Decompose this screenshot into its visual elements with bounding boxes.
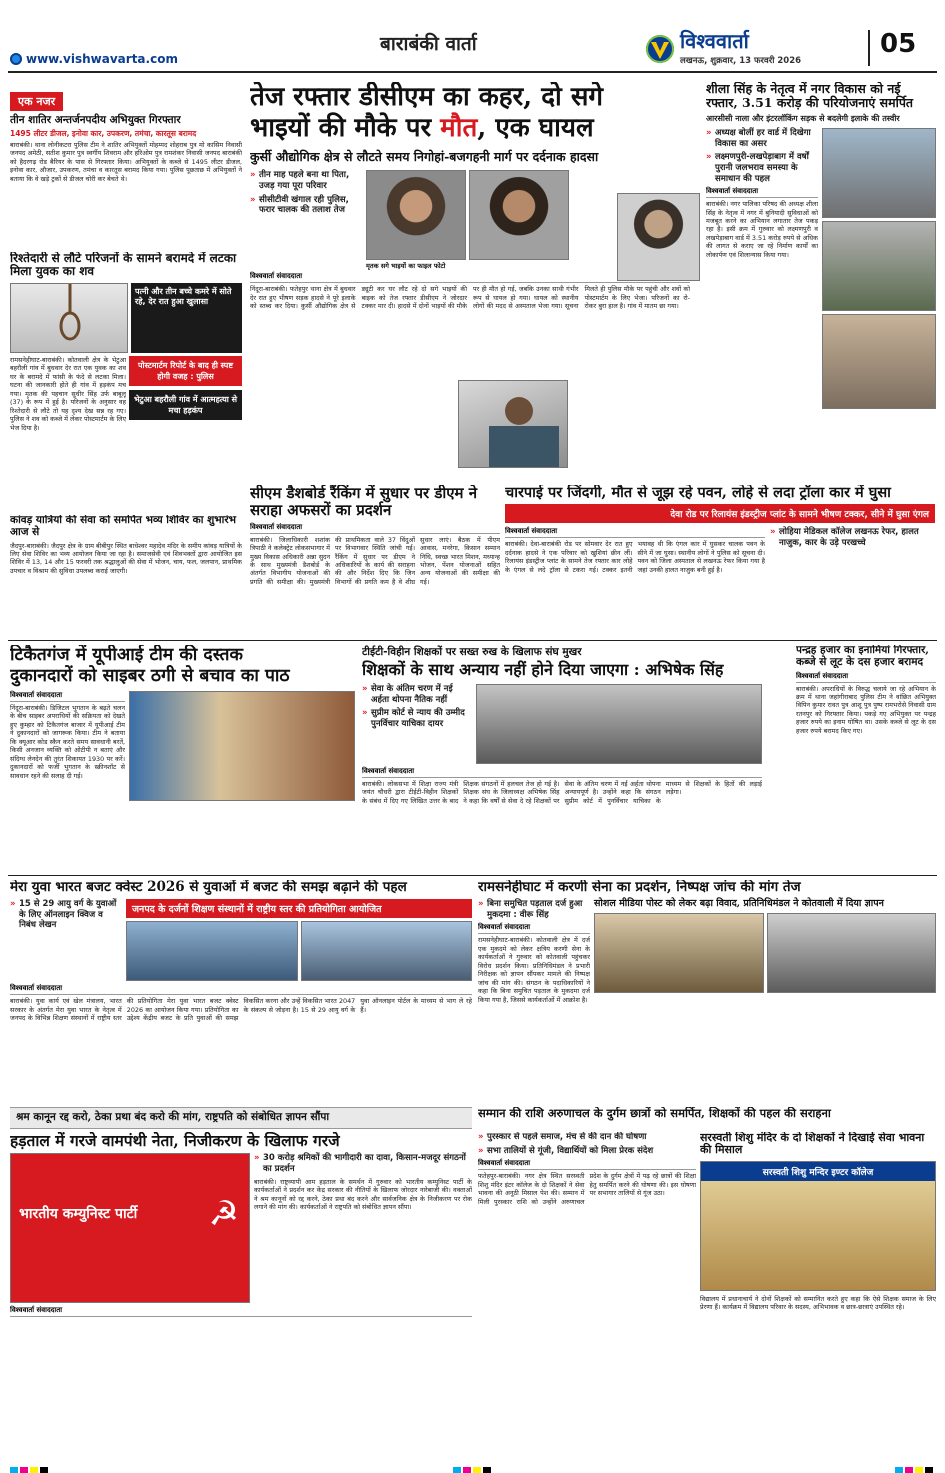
main-byline: विश्ववार्ता संवाददाता xyxy=(250,272,690,283)
tikait-byline: विश्ववार्ता संवाददाता xyxy=(10,691,125,702)
budget-photo-1 xyxy=(126,921,298,981)
registration-colorbar xyxy=(10,1460,935,1470)
registration-marks-mid xyxy=(453,1460,493,1470)
cyan-swatch xyxy=(895,1467,903,1473)
registration-marks-right xyxy=(895,1460,935,1470)
section-divider xyxy=(8,640,937,641)
arunachal-bullet-2: » सभा तालियों से गूंजी, विद्यार्थियों को मिला प्रेरक संदेश xyxy=(478,1146,696,1157)
tikait-body: निंदूरा-बाराबंकी। डिजिटल भुगतान के बढ़ते चलन के बीच साइबर अपराधियों की सक्रियता को देखते हुए कुम्हार को टिकैतगंज बाजार में यूपीआई टीम ने दुकानदारों को जागरूक किया। टीम ने बताया कि क्यूआर कोड स्कैन करते समय सावधानी बरतें, किसी अनजान व्यक्ति को ओटीपी न बताएं और संदिग्ध लेनदेन की तुरंत शिकायत 1930 पर करें। दुकानदारों को फर्जी भुगतान के स्क्रीनशॉट से सावधान रहने की सलाह दी गई। xyxy=(10,704,125,780)
arrest-byline: विश्ववार्ता संवाददाता xyxy=(796,672,936,683)
main-bullets xyxy=(250,170,360,270)
karni-headline: रामसनेहीघाट में करणी सेना का प्रदर्शन, निष्पक्ष जांच की मांग तेज xyxy=(478,880,801,895)
teachers-photo xyxy=(476,684,762,764)
saraswati-body: विद्यालय में प्रधानाचार्य ने दोनों शिक्षकों को सम्मानित करते हुए कहा कि ऐसे शिक्षक समाज के लिए प्रेरणा हैं। कार्यक्रम में विद्यालय परिवार के सदस्य, अभिभावक व छात्र-छात्राएं उपस्थित रहे। xyxy=(700,1294,936,1312)
main-headline-red: मौत xyxy=(440,113,478,144)
tikait-headline-1: टिकैतगंज में यूपीआई टीम की दस्तक xyxy=(10,645,243,665)
brother-photo-1 xyxy=(366,170,466,260)
charpai-headline: चारपाई पर जिंदगी, मौत से जूझ रहे पवन, लोहे से लदा ट्रॉला कार में घुसा xyxy=(505,485,891,501)
budget-banner: जनपद के दर्जनों शिक्षण संस्थानों में राष्ट्रीय स्तर की प्रतियोगिता आयोजित xyxy=(126,899,472,918)
main-headline-part2: भाइयों की मौके पर xyxy=(250,113,441,144)
dm-byline: विश्ववार्ता संवाददाता xyxy=(250,523,500,534)
karni-photo-1 xyxy=(594,913,764,993)
arunachal-headline: सम्मान की राशि अरुणाचल के दुर्गम छात्रों को समर्पित, शिक्षकों की पहल की सराहना xyxy=(478,1107,831,1120)
dm-story xyxy=(250,485,500,645)
arunachal-bullet-1: » पुरस्कार से पहले समाज, मंच से की दान की घोषणा xyxy=(478,1132,696,1143)
dateline: लखनऊ, शुक्रवार, 13 फरवरी 2026 xyxy=(680,56,802,66)
budget-byline: विश्ववार्ता संवाददाता xyxy=(10,984,472,995)
yellow-swatch xyxy=(915,1467,923,1473)
globe-icon xyxy=(10,53,22,65)
hanging-callout-2: भेटुआ बहरौली गांव में आत्महत्या से मचा हड़कंप xyxy=(129,390,242,420)
sheela-story xyxy=(706,82,936,487)
sheela-byline: विश्ववार्ता संवाददाता xyxy=(706,187,818,198)
shop-photo xyxy=(129,691,355,801)
vishwavarta-logo-icon xyxy=(645,34,675,64)
main-bullet-1: » तीन माह पहले बना था पिता, उजड़ गया पूरा परिवार xyxy=(250,170,360,191)
page-number: 05 xyxy=(880,29,917,59)
hanging-body: रामसनेहीघाट-बाराबंकी। कोतवाली क्षेत्र के भेटुआ बहरौली गांव में बुधवार देर रात एक युवक का शव घर के बरामदे में फांसी के फंदे से लटका मिला। घटना की जानकारी होते ही गांव में हड़कंप मच गया। मृतक की पहचान सुधीर सिंह उर्फ बाबूलू (37) के रूप में हुई है। परिजनों के अनुसार वह रिश्तेदारी से लौटे तो यह दृश्य देख सन्न रह गए। पुलिस ने शव को कब्जे में लेकर पोस्टमार्टम के लिए भेज दिया है। xyxy=(10,355,126,432)
website-link[interactable]: www.vishwavarta.com xyxy=(10,52,178,66)
hanging-side-text: पत्नी और तीन बच्चे कमरे में सोते रहे, देर रात हुआ खुलासा xyxy=(131,283,242,353)
budget-bullet-1: » 15 से 29 आयु वर्ग के युवाओं के लिए ऑनलाइन क्विज व निबंध लेखन xyxy=(10,899,122,931)
magenta-swatch xyxy=(905,1467,913,1473)
labour-headline: हड़ताल में गरजे वामपंथी नेता, निजीकरण के खिलाफ गरजे xyxy=(10,1132,340,1150)
paper-logo xyxy=(645,34,675,64)
labour-byline: विश्ववार्ता संवाददाता xyxy=(10,1306,472,1317)
main-bullet-2: » सीसीटीवी खंगाल रही पुलिस, फरार चालक की तलाश तेज xyxy=(250,195,360,216)
main-headline-part3: , एक घायल xyxy=(477,113,594,144)
karni-byline: विश्ववार्ता संवाददाता xyxy=(478,923,590,934)
photo-caption: मृतक सगे भाइयों का फाइल फोटो xyxy=(366,262,446,271)
tet-byline: विश्ववार्ता संवाददाता xyxy=(362,767,762,778)
cpi-rally-photo xyxy=(10,1153,250,1303)
hanging-callout-1: पोस्टमार्टम रिपोर्ट के बाद ही स्पष्ट होगी वजह : पुलिस xyxy=(129,356,242,386)
tet-story xyxy=(362,645,762,875)
black-swatch xyxy=(483,1467,491,1473)
cyan-swatch xyxy=(10,1467,18,1473)
noose-image xyxy=(10,283,128,353)
labour-body-a: बाराबंकी। राष्ट्रव्यापी आम हड़ताल के समर्थन में गुरुवार को भारतीय कम्युनिस्ट पार्टी के कार्यकर्ताओं ने प्रदर्शन कर केंद्र सरकार की नीतियों के खिलाफ जोरदार नारेबाजी की। वक्ताओं ने श्रम कानूनों को रद्द करने, ठेका प्रथा बंद करने और सार्वजनिक क्षेत्र के निजीकरण पर रोक लगाने की मांग की। कार्यकर्ताओं ने राष्ट्रपति को संबोधित ज्ञापन सौंपा। xyxy=(254,1177,472,1211)
labour-banner: श्रम कानून रद्द करो, ठेका प्रथा बंद करो की मांग, राष्ट्रपति को संबोधित ज्ञापन सौंपा xyxy=(16,1111,330,1123)
registration-marks-left xyxy=(10,1460,50,1470)
sheela-photo-1 xyxy=(822,128,936,218)
tet-body: बाराबंकी। लोकसभा में शिक्षा राज्य मंत्री जयंत चौधरी द्वारा टीईटी-विहीन शिक्षकों के संबंध में दिए गए लिखित उत्तर के बाद शिक्षक संगठनों में हलचल तेज हो गई है। शिक्षक संघ के जिलाध्यक्ष अभिषेक सिंह ने कहा कि वर्षों से सेवा दे रहे शिक्षकों पर सेवा के अंतिम चरण में नई अर्हता थोपना अन्यायपूर्ण है। उन्होंने कहा कि संगठन सुप्रीम कोर्ट में पुनर्विचार याचिका के माध्यम से शिक्षकों के हितों की लड़ाई लड़ेगा। xyxy=(362,779,762,805)
black-swatch xyxy=(40,1467,48,1473)
budget-body: बाराबंकी। युवा कार्य एवं खेल मंत्रालय, भारत सरकार के अंतर्गत मेरा युवा भारत के नेतृत्व में जनपद के विभिन्न शिक्षण संस्थानों में राष्ट्रीय स्तर की प्रतियोगिता मेरा युवा भारत बजट क्वेस्ट 2026 का आयोजन किया गया। प्रतियोगिता का उद्देश्य केंद्रीय बजट के प्रति युवाओं की समझ विकसित करना और उन्हें विकसित भारत 2047 के संकल्प से जोड़ना है। 15 से 29 आयु वर्ग के युवा ऑनलाइन पोर्टल के माध्यम से भाग ले रहे हैं। xyxy=(10,997,472,1023)
tikait-story xyxy=(10,645,355,875)
masthead xyxy=(0,0,945,70)
ek-nazar-headline: तीन शातिर अन्तर्जनपदीय अभियुक्त गिरफ्तार xyxy=(10,114,181,126)
tet-bullet-2: » सुप्रीम कोर्ट से न्याय की उम्मीद पुनर्विचार याचिका दायर xyxy=(362,708,472,729)
karni-photo-2 xyxy=(767,913,937,993)
labour-story xyxy=(10,1132,472,1450)
victim-small-photo xyxy=(617,193,700,281)
charpai-story xyxy=(505,485,935,645)
black-swatch xyxy=(925,1467,933,1473)
arunachal-bullets xyxy=(478,1132,696,1156)
budget-photo-2 xyxy=(301,921,473,981)
hammer-sickle-icon: ☭ xyxy=(208,1194,239,1235)
injured-photo xyxy=(458,380,568,468)
charpai-byline: विश्ववार्ता संवाददाता xyxy=(505,527,765,538)
dm-body: बाराबंकी। जिलाधिकारी शशांक त्रिपाठी ने कलेक्ट्रेट लोकसभागार में मुख्य विकास अधिकारी अन्ना सुदन के साथ मुख्यमंत्री डैशबोर्ड के अंतर्गत विभागीय योजनाओं की प्रगति की समीक्षा की। मुख्यमंत्री की प्राथमिकता वाले 37 विंदुओं पर विभागवार स्थिति जांची गई। रैंकिंग में सुधार पर डीएम ने अधिकारियों के कार्य की सराहना की और निर्देश दिए कि जिन विभागों की प्रगति कम है वे शीघ्र सुधार लाएं। बैठक में पीएम आवास, मनरेगा, किसान सम्मान निधि, स्वच्छ भारत मिशन, मध्यान्ह भोजन, पेंशन योजनाओं सहित अन्य योजनाओं की समीक्षा की गई। xyxy=(250,535,500,586)
masthead-rule xyxy=(8,71,937,73)
yellow-swatch xyxy=(30,1467,38,1473)
hanging-story xyxy=(10,252,242,512)
arrest-body: बाराबंकी। अपराधियों के विरुद्ध चलाये जा रहे अभियान के क्रम में थाना जहांगीराबाद पुलिस टीम ने वांछित अभियुक्त विपिन कुमार रावत पुत्र आशू पुत्र पुष्प रामभरोसे निवासी ग्राम रतनपुर को गिरफ्तार किया। पकड़े गए अभियुक्त पर पन्द्रह हजार रुपये का इनाम घोषित था। उसके कब्जे से लूट के दस हजार रुपये बरामद किए गए। xyxy=(796,684,936,735)
brothers-photos xyxy=(366,170,574,270)
arrest-headline: पन्द्रह हजार का इनामियां गिरफ्तार, कब्जे से लूट के दस हजार बरामद xyxy=(796,645,929,668)
magenta-swatch xyxy=(20,1467,28,1473)
dm-headline: सीएम डैशबोर्ड रैंकिंग में सुधार पर डीएम ने सराहा अफसरों का प्रदर्शन xyxy=(250,485,478,519)
charpai-bullets xyxy=(770,527,935,548)
school-banner-text: सरस्वती शिशु मन्दिर इण्टर कॉलेज xyxy=(701,1162,935,1181)
section-title: बाराबंकी वार्ता xyxy=(380,33,477,55)
arunachal-byline: विश्ववार्ता संवाददाता xyxy=(478,1159,696,1170)
karni-subhead: सोशल मीडिया पोस्ट को लेकर बढ़ा विवाद, प्रतिनिधिमंडल ने कोतवाली में दिया ज्ञापन xyxy=(594,898,884,910)
paper-name: विश्ववार्ता xyxy=(680,29,749,53)
ek-nazar-label: एक नजर xyxy=(10,92,63,111)
arrest-story xyxy=(796,645,936,875)
ek-nazar-body: बाराबंकी। थाना लोनीकटरा पुलिस टीम ने शातिर अभियुक्तों मोहम्मद शोहराब पुत्र मो कासिम निवासी जनपद अमेठी, सतीश कुमार पुत्र स्वर्गीय शिवराम और हरिओम पुत्र रामशंकर निवासी जनपद बाराबंकी को हैदरगढ़ रोड बैरियर के पास से गिरफ्तार किया। अभियुक्तों के कब्जे से 1495 लीटर डीजल, इनोवा कार, औजार, उपकरण, तमंचा व कारतूस बरामद किया गया। पुलिस पूछताछ में अभियुक्तों ने बताया कि वे खड़े ट्रकों से डीजल चोरी कर बेचते थे। xyxy=(10,140,242,183)
saraswati-headline: सरस्वती शिशु मंदिर के दो शिक्षकों ने दिखाई सेवा भावना की मिसाल xyxy=(700,1132,925,1157)
saraswati-story xyxy=(700,1132,936,1450)
karni-bullet-1: » बिना समुचित पड़ताल दर्ज हुआ मुकदमा : वीरू सिंह xyxy=(478,899,590,920)
tet-topline: टीईटी-विहीन शिक्षकों पर सख्त रुख के खिलाफ संघ मुखर xyxy=(362,646,582,658)
tet-headline: शिक्षकों के साथ अन्याय नहीं होने दिया जाएगा : अभिषेक सिंह xyxy=(362,660,724,679)
sheela-headline: शीला सिंह के नेतृत्व में नगर विकास को नई रफ्तार, 3.51 करोड़ की परियोजनाएं समर्पित xyxy=(706,82,914,110)
tet-bullets xyxy=(362,684,472,764)
section-divider xyxy=(8,875,937,876)
ek-nazar-box xyxy=(10,90,242,250)
charpai-banner: देवा रोड पर रिलायंस इंडस्ट्रीज प्लांट के सामने भीषण टक्कर, सीने में घुसा एंगल xyxy=(505,504,935,523)
main-headline-line1: तेज रफ्तार डीसीएम का कहर, दो सगे xyxy=(250,82,604,112)
main-subheadline: कुर्सी औद्योगिक क्षेत्र से लौटते समय निगोहां-बजगहनी मार्ग पर दर्दनाक हादसा xyxy=(250,149,599,165)
main-body: निंदूरा-बाराबंकी। फतेहपुर थाना क्षेत्र में बुधवार देर रात हुए भीषण सड़क हादसे ने पूरे इलाके को स्तब्ध कर दिया। कुर्सी औद्योगिक क्षेत्र से ड्यूटी कर घर लौट रहे दो सगे भाइयों की बाइक को तेज रफ्तार डीसीएम ने जोरदार टक्कर मार दी। हादसे में दोनों भाइयों की मौके पर ही मौत हो गई, जबकि उनका साथी गंभीर रूप से घायल हो गया। घायल को स्थानीय लोगों की मदद से अस्पताल भेजा गया। सूचना मिलते ही पुलिस मौके पर पहुंची और शवों को पोस्टमार्टम के लिए भेजा। परिजनों का रो-रोकर बुरा हाल है। गांव में मातम छा गया। xyxy=(250,285,690,311)
arunachal-story xyxy=(478,1132,696,1450)
yellow-swatch xyxy=(473,1467,481,1473)
budget-bullets xyxy=(10,899,122,931)
arunachal-headline-box xyxy=(478,1107,936,1129)
charpai-bullet-1: » लोहिया मेडिकल कॉलेज लखनऊ रेफर, हालत नाजुक, कार के उड़े परखच्चे xyxy=(770,527,935,548)
cyan-swatch xyxy=(453,1467,461,1473)
budget-headline: मेरा युवा भारत बजट क्वेस्ट 2026 से युवाओं में बजट की समझ बढ़ाने की पहल xyxy=(10,880,407,895)
sheela-body: बाराबंकी। नगर पालिका परिषद की अध्यक्ष शीला सिंह के नेतृत्व में नगर में बुनियादी सुविधाओं को मजबूत करने का अभियान लगातार तेज पकड़ रहा है। इसी क्रम में गुरुवार को लक्ष्मणपुरी व लखपेड़ाबाग वार्ड में 3.51 करोड़ रुपये से अधिक की लागत से कराए जा रहे निर्माण कार्यों का लोकार्पण एवं शिलान्यास किया गया। xyxy=(706,200,818,259)
charpai-body: बाराबंकी। देवा-बाराबंकी रोड पर सोमवार देर रात हुए दर्दनाक हादसे ने एक परिवार को खुशियां छीन लीं। रिलायंस इंडस्ट्रीज प्लांट के सामने तेज रफ्तार कार लोहे के एंगल से लदे ट्रॉला से टकरा गई। टक्कर इतनी भयावह थी कि एंगल कार में घुसकर चालक पवन के सीने में जा घुसा। स्थानीय लोगों ने पुलिस को सूचना दी। पवन को जिला अस्पताल से लखनऊ रेफर किया गया है जहां उनकी हालत नाजुक बनी हुई है। xyxy=(505,540,765,574)
sheela-subhead: आरसीसी नाला और इंटरलॉकिंग सड़क से बदलेगी इलाके की तस्वीर xyxy=(706,114,900,123)
sheela-bullets xyxy=(706,128,818,184)
sheela-bullet-2: » लक्ष्मणपुरी-लखपेड़ाबाग में वर्षों पुरानी जलभराव समस्या के समाधान की पहल xyxy=(706,152,818,184)
kanwar-body: जैदपुर-बाराबंकी। जैदपुर क्षेत्र के ग्राम बीबीपुर स्थित बाधेश्वर महादेव मंदिर के समीप कांवड़ यात्रियों के लिए सेवा शिविर का भव्य आयोजन किया जा रहा है। समाजसेवी एवं शिवभक्तों द्वारा आयोजित इस शिविर में 13, 14 और 15 फरवरी तक श्रद्धालुओं की सेवा में भोजन, चाय, फल, जलपान, प्राथमिक उपचार व विश्राम की सुविधा उपलब्ध कराई जाएगी। xyxy=(10,541,242,575)
karni-bullets xyxy=(478,899,590,920)
labour-banner-box xyxy=(10,1107,472,1129)
brother-photo-2 xyxy=(469,170,569,260)
budget-story xyxy=(10,880,472,1105)
hanging-headline: रिश्तेदारी से लौटे परिजनों के सामने बरामदे में लटका मिला युवक का शव xyxy=(10,252,237,279)
sheela-photo-2 xyxy=(822,221,936,311)
saraswati-photo xyxy=(700,1161,936,1291)
labour-bullet-1: » 30 करोड़ श्रमिकों की भागीदारी का दावा, किसान-मजदूर संगठनों का प्रदर्शन xyxy=(254,1153,472,1174)
sheela-photo-3 xyxy=(822,314,936,409)
ek-nazar-subhead: 1495 लीटर डीजल, इनोवा कार, उपकरण, तमंचा, कारतूस बरामद xyxy=(10,128,197,138)
magenta-swatch xyxy=(463,1467,471,1473)
labour-bullets xyxy=(254,1153,472,1174)
kanwar-headline: कांवड़ यात्रियों की सेवा को समर्पित भव्य शिविर का शुभारंभ आज से xyxy=(10,515,237,538)
karni-story xyxy=(478,880,936,1105)
arunachal-body: फतेहपुर-बाराबंकी। नगर क्षेत्र स्थित सरस्वती शिशु मंदिर इंटर कॉलेज के दो शिक्षकों ने सेवा भावना की अनूठी मिसाल पेश की। सम्मान में मिली पुरस्कार राशि को उन्होंने अरुणाचल प्रदेश के दुर्गम क्षेत्रों में पढ़ रहे छात्रों की शिक्षा हेतु समर्पित करने की घोषणा की। इस घोषणा पर सभागार तालियों से गूंज उठा। xyxy=(478,1172,696,1206)
karni-body: रामसनेहीघाट-बाराबंकी। कोतवाली क्षेत्र में दर्ज एक मुकदमे को लेकर क्षत्रिय करणी सेना के कार्यकर्ताओं ने गुरुवार को कोतवाली पहुंचकर विरोध प्रदर्शन किया। प्रतिनिधिमंडल ने प्रभारी निरीक्षक को ज्ञापन सौंपकर मामले की निष्पक्ष जांच की मांग की। संगठन के पदाधिकारियों ने कहा कि बिना समुचित पड़ताल के मुकदमा दर्ज किया गया है, जिससे कार्यकर्ताओं में आक्रोश है। xyxy=(478,936,590,1004)
kanwar-story xyxy=(10,515,242,635)
tet-bullet-1: » सेवा के अंतिम चरण में नई अर्हता थोपना नैतिक नहीं xyxy=(362,684,472,705)
divider xyxy=(868,30,870,66)
tikait-headline-2: दुकानदारों को साइबर ठगी से बचाव का पाठ xyxy=(10,666,290,686)
cpi-banner-text: भारतीय कम्युनिस्ट पार्टी xyxy=(19,1206,138,1223)
sheela-bullet-1: » अध्यक्ष बोलीं हर वार्ड में दिखेगा विकास का असर xyxy=(706,128,818,149)
